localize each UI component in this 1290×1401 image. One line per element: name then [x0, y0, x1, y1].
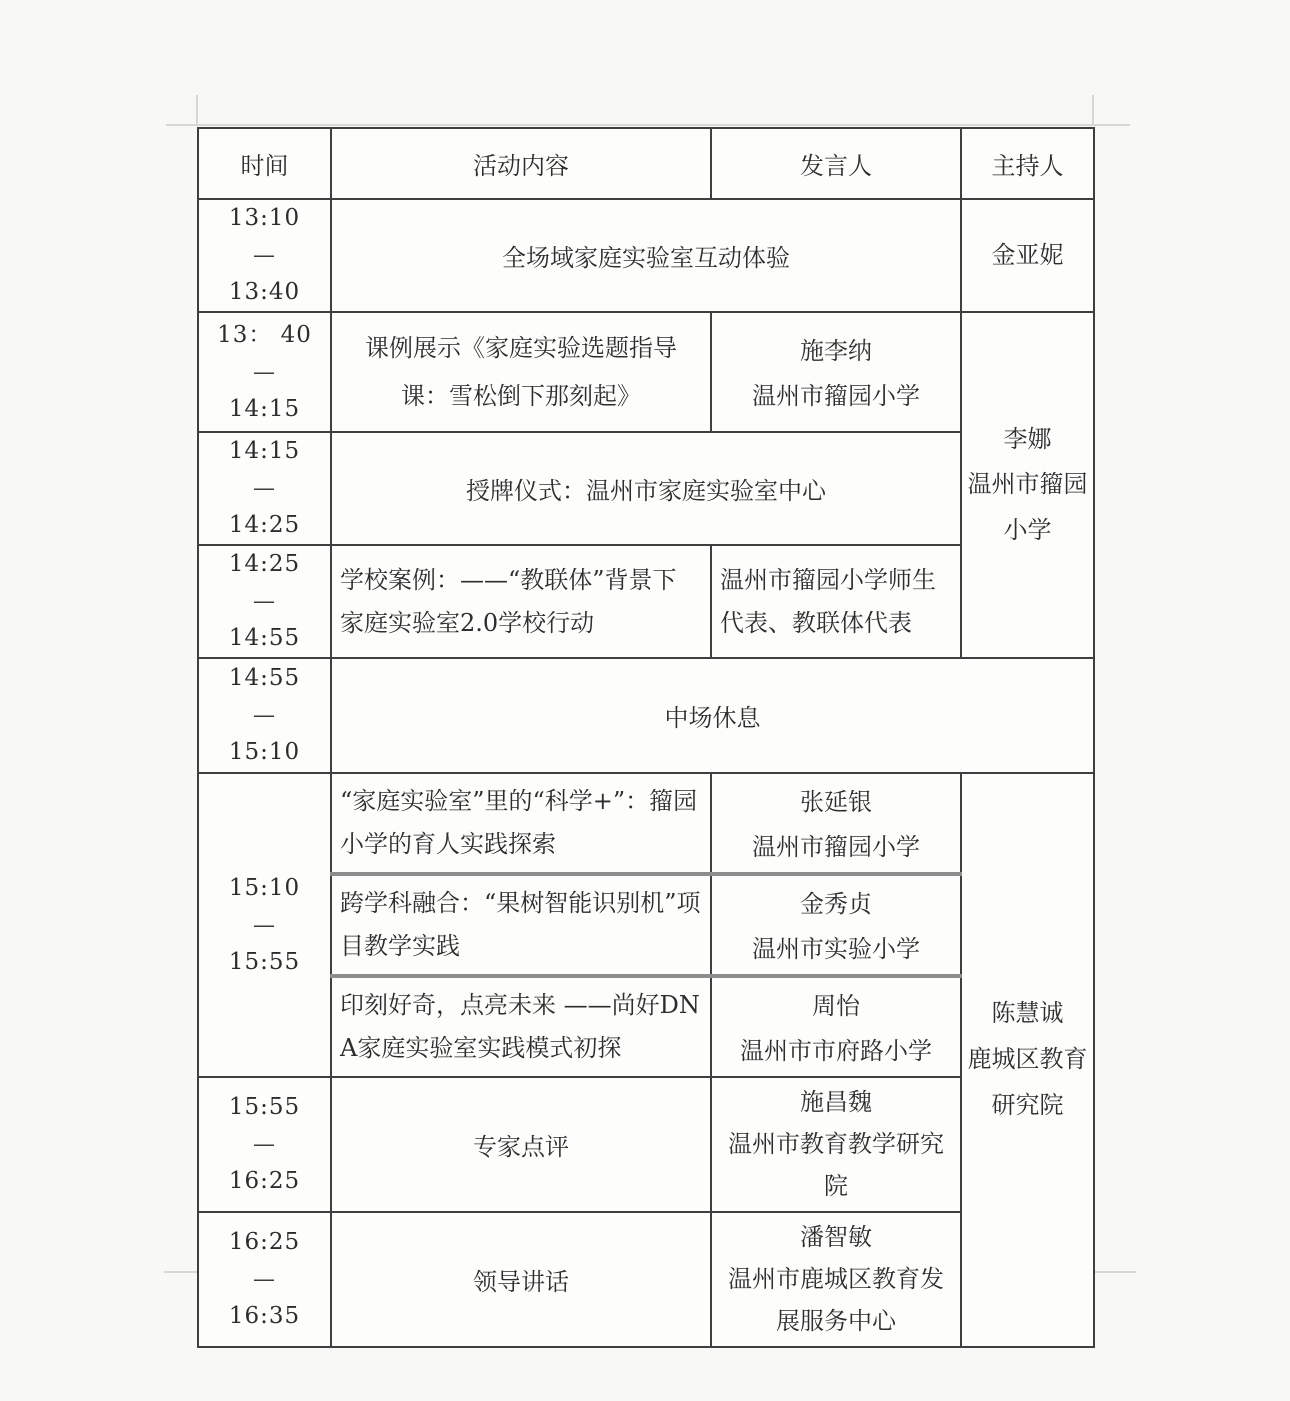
time-end: 13:40 [228, 279, 301, 305]
speaker-cell [711, 773, 961, 874]
table-row [198, 976, 1094, 1077]
activity-line: 课例展示《家庭实验选题指导 [365, 334, 677, 362]
table-row [198, 432, 1094, 545]
speaker-cell [711, 976, 961, 1077]
table-row-break [198, 658, 1094, 773]
time-dash: — [253, 359, 276, 385]
table-row [198, 312, 1094, 432]
time-dash: — [253, 1131, 276, 1157]
speaker-name: 施昌魏 [800, 1088, 872, 1116]
time-dash: — [253, 476, 276, 501]
speaker-cell [711, 874, 961, 976]
table-row [198, 199, 1094, 312]
time-start: 15:10 [228, 874, 301, 901]
speaker-org: 温州市籀园小学 [752, 833, 920, 861]
activity-cell [331, 312, 711, 432]
host-name: 李娜 [1003, 424, 1052, 453]
activity-cell: 授牌仪式：温州市家庭实验室中心 [331, 432, 961, 545]
activity-line: 学校案例：——“教联体”背景下 [340, 565, 677, 594]
time-start: 16:25 [228, 1228, 301, 1255]
host-cell [961, 773, 1094, 1347]
time-dash: — [253, 589, 276, 614]
gridline-mark-left [196, 95, 198, 125]
time-cell [198, 658, 331, 773]
header-cell-speaker: 发言人 [711, 128, 961, 199]
speaker-name: 施李纳 [800, 337, 872, 365]
header-cell-host: 主持人 [961, 128, 1094, 199]
activity-cell: 全场域家庭实验室互动体验 [331, 199, 961, 312]
time-start: 14:25 [228, 551, 301, 577]
time-end: 15:10 [228, 739, 301, 765]
schedule-table-container [197, 127, 1095, 1348]
header-row [198, 128, 1094, 199]
time-start: 14:55 [228, 665, 301, 691]
time-dash: — [253, 703, 276, 728]
time-end: 14:25 [228, 512, 301, 538]
time-end: 16:35 [228, 1302, 301, 1329]
gridline-mark-right [1092, 95, 1094, 125]
activity-cell: 跨学科融合：“果树智能识别机”项目教学实践 [331, 874, 711, 976]
time-cell [198, 1077, 331, 1212]
host-cell: 金亚妮 [961, 199, 1094, 312]
activity-cell [331, 545, 711, 658]
activity-cell: “家庭实验室”里的“科学+”：籀园小学的育人实践探索 [331, 773, 711, 874]
time-dash: — [253, 912, 276, 938]
activity-cell: 印刻好奇，点亮未来 ——尚好DNA家庭实验室实践模式初探 [331, 976, 711, 1077]
activity-cell: 领导讲话 [331, 1212, 711, 1347]
speaker-org: 温州市实验小学 [752, 935, 920, 963]
speaker-name: 金秀贞 [800, 890, 872, 918]
speaker-org: 温州市教育教学研究院 [728, 1129, 944, 1200]
time-cell [198, 199, 331, 312]
host-cell [961, 312, 1094, 658]
speaker-name: 周怡 [812, 992, 860, 1020]
time-start: 14:15 [228, 438, 301, 464]
table-row [198, 773, 1094, 874]
time-start: 13： 40 [217, 321, 312, 348]
host-org: 鹿城区教育研究院 [967, 1045, 1088, 1119]
header-cell-time: 时间 [198, 128, 331, 199]
table-row [198, 1212, 1094, 1347]
header-cell-activity: 活动内容 [331, 128, 711, 199]
activity-line: 家庭实验室2.0学校行动 [340, 608, 595, 637]
table-row [198, 874, 1094, 976]
speaker-cell [711, 1212, 961, 1347]
gridline-mark-top [166, 124, 1130, 126]
schedule-table [197, 127, 1095, 1348]
time-dash: — [253, 243, 276, 268]
time-cell [198, 312, 331, 432]
speaker-org: 温州市市府路小学 [740, 1037, 932, 1065]
activity-line: 课：雪松倒下那刻起》 [401, 382, 641, 410]
time-start: 15:55 [228, 1093, 301, 1120]
speaker-org: 温州市籀园小学 [752, 382, 920, 410]
speaker-cell: 温州市籀园小学师生代表、教联体代表 [711, 545, 961, 658]
time-dash: — [253, 1266, 276, 1292]
time-start: 13:10 [228, 205, 301, 231]
time-end: 14:55 [228, 625, 301, 651]
time-cell [198, 1212, 331, 1347]
host-org: 温州市籀园小学 [967, 470, 1088, 544]
speaker-cell [711, 312, 961, 432]
time-cell [198, 773, 331, 1077]
time-cell [198, 432, 331, 545]
time-cell [198, 545, 331, 658]
time-end: 16:25 [228, 1167, 301, 1194]
break-cell: 中场休息 [331, 658, 1094, 773]
speaker-name: 潘智敏 [800, 1222, 872, 1251]
speaker-cell [711, 1077, 961, 1212]
speaker-org: 温州市鹿城区教育发展服务中心 [728, 1264, 944, 1335]
host-name: 陈慧诚 [991, 999, 1064, 1028]
activity-cell: 专家点评 [331, 1077, 711, 1212]
table-row [198, 1077, 1094, 1212]
table-row [198, 545, 1094, 658]
time-end: 15:55 [228, 948, 301, 975]
time-end: 14:15 [228, 395, 301, 422]
speaker-name: 张延银 [800, 788, 872, 816]
